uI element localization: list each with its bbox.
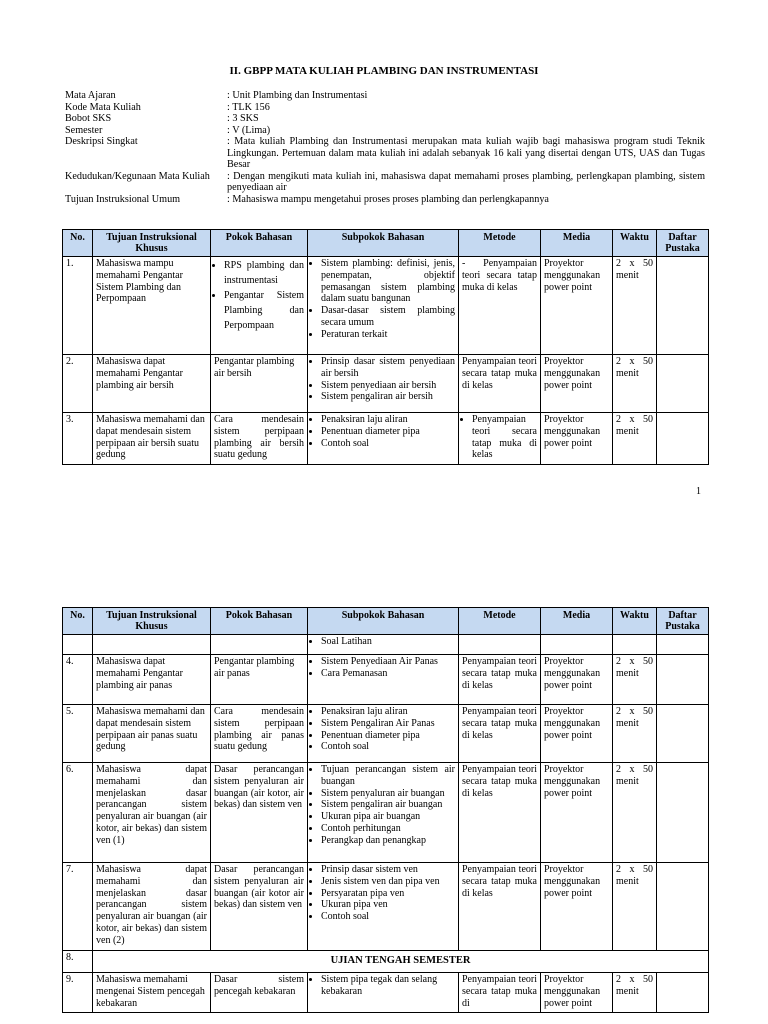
- cell-waktu: 2 x 50 menit: [613, 257, 657, 355]
- list-item: • Contoh soal: [321, 911, 455, 923]
- cell-subpokok: [308, 763, 459, 863]
- cell-tik: Mahasiswa memahami dan dapat mendesain sistem perpipaan air panas suatu gedung: [93, 705, 211, 763]
- header-metode: Metode: [459, 608, 541, 635]
- list-item: • Sistem pengaliran air buangan: [321, 799, 455, 811]
- meta-row: [65, 194, 705, 206]
- meta-value: : Mahasiswa mampu mengetahui proses proses plambing dan perlengkapannya: [227, 193, 549, 205]
- cell-metode: Penyampaian teori secara tatap muka di kelas: [459, 863, 541, 951]
- gbpp-table-page-2: [62, 607, 709, 1013]
- cell-metode: - Penyampaian teori secara tatap muka di kelas: [459, 257, 541, 355]
- document-title: II. GBPP MATA KULIAH PLAMBING DAN INSTRUMENTASI: [229, 65, 539, 77]
- list-item: • Prinsip dasar sistem penyediaan air bersih: [321, 356, 455, 380]
- cell-metode: [459, 635, 541, 655]
- cell-tik: Mahasiswa mampu memahami Pengantar Sistem Plambing dan Perpompaan: [93, 257, 211, 355]
- meta-key: Semester: [65, 124, 103, 136]
- cell-metode: Penyampaian teori secara tatap muka di kelas: [459, 763, 541, 863]
- cell-media: [541, 635, 613, 655]
- cell-waktu: [613, 635, 657, 655]
- list-item: • Sistem Penyediaan Air Panas: [321, 656, 455, 668]
- meta-value: : TLK 156: [227, 101, 270, 113]
- list-item: • Peraturan terkait: [321, 329, 455, 341]
- cell-metode: [459, 413, 541, 465]
- meta-row: [65, 136, 705, 171]
- header-tik: Tujuan Instruksional Khusus: [93, 230, 211, 257]
- meta-key: Kedudukan/Kegunaan Mata Kuliah: [65, 170, 210, 182]
- table-row: [63, 413, 709, 465]
- list-item: • Contoh soal: [321, 741, 455, 753]
- list-item: • Jenis sistem ven dan pipa ven: [321, 876, 455, 888]
- cell-waktu: 2 x 50 menit: [613, 763, 657, 863]
- meta-value: : V (Lima): [227, 124, 271, 136]
- cell-no: 6.: [63, 763, 93, 863]
- meta-value: : Mata kuliah Plambing dan Instrumentasi merupakan mata kuliah wajib bagi mahasiswa program studi Teknik Lingkungan. Pertemuan dalam mata kuliah ini adalah sebanyak 16 kali yang disertai dengan UTS, UAS dan Tugas Besar: [227, 136, 705, 170]
- meta-value: : Dengan mengikuti mata kuliah ini, mahasiswa dapat memahami proses plambing, perlengkapan plambing, sistem penyediaan air: [227, 170, 705, 193]
- cell-tik: [93, 635, 211, 655]
- meta-key: Tujuan Instruksional Umum: [65, 193, 181, 205]
- meta-key: Mata Ajaran: [65, 90, 116, 101]
- meta-key: Bobot SKS: [65, 113, 112, 124]
- course-info: [65, 90, 705, 205]
- cell-pokok: Dasar perancangan sistem penyaluran air buangan (air kotor, air bekas) dan sistem ven: [211, 763, 308, 863]
- page-gap: [0, 518, 768, 600]
- cell-media: Proyektor menggunakan power point: [541, 257, 613, 355]
- cell-subpokok: [308, 257, 459, 355]
- header-media: Media: [541, 608, 613, 635]
- table-row: [63, 655, 709, 705]
- cell-media: Proyektor menggunakan power point: [541, 763, 613, 863]
- cell-waktu: 2 x 50 menit: [613, 705, 657, 763]
- document-page-2: [0, 600, 768, 1024]
- list-item: • Contoh perhitungan: [321, 823, 455, 835]
- cell-pokok: [211, 257, 308, 355]
- table-row: [63, 355, 709, 413]
- cell-metode: Penyampaian teori secara tatap muka di kelas: [459, 355, 541, 413]
- cell-pokok: [211, 635, 308, 655]
- list-item: • Sistem pengaliran air bersih: [321, 391, 455, 403]
- list-item: • Dasar-dasar sistem plambing secara umum: [321, 305, 455, 329]
- cell-pustaka: [657, 973, 709, 1013]
- cell-pokok: Cara mendesain sistem perpipaan plambing air bersih suatu gedung: [211, 413, 308, 465]
- cell-media: Proyektor menggunakan power point: [541, 355, 613, 413]
- list-item: • Persyaratan pipa ven: [321, 888, 455, 900]
- cell-no: 4.: [63, 655, 93, 705]
- cell-media: Proyektor menggunakan power point: [541, 413, 613, 465]
- cell-pustaka: [657, 763, 709, 863]
- cell-subpokok: [308, 635, 459, 655]
- list-item: • Penyampaian teori secara tatap muka di kelas: [472, 414, 537, 461]
- list-item: • Ukuran pipa ven: [321, 899, 455, 911]
- header-pokok: Pokok Bahasan: [211, 230, 308, 257]
- list-item: • Penaksiran laju aliran: [321, 706, 455, 718]
- list-item: • Sistem Pengaliran Air Panas: [321, 718, 455, 730]
- cell-pustaka: [657, 635, 709, 655]
- list-item: • Penentuan diameter pipa: [321, 426, 455, 438]
- header-metode: Metode: [459, 230, 541, 257]
- exam-label: UJIAN TENGAH SEMESTER: [93, 951, 709, 973]
- meta-key: Kode Mata Kuliah: [65, 101, 141, 113]
- cell-pustaka: [657, 257, 709, 355]
- meta-row: [65, 113, 705, 125]
- cell-subpokok: [308, 355, 459, 413]
- list-item: • Sistem penyediaan air bersih: [321, 380, 455, 392]
- list-item: • Penaksiran laju aliran: [321, 414, 455, 426]
- meta-row: [65, 102, 705, 114]
- list-item: • Prinsip dasar sistem ven: [321, 864, 455, 876]
- cell-tik: Mahasiswa dapat memahami Pengantar plambing air bersih: [93, 355, 211, 413]
- table-row: [63, 257, 709, 355]
- table-row: [63, 763, 709, 863]
- table-header-row: [63, 608, 709, 635]
- cell-no: 1.: [63, 257, 93, 355]
- cell-media: Proyektor menggunakan power point: [541, 705, 613, 763]
- header-media: Media: [541, 230, 613, 257]
- list-item: • Tujuan perancangan sistem air buangan: [321, 764, 455, 788]
- list-item: • Soal Latihan: [321, 636, 455, 648]
- cell-pustaka: [657, 705, 709, 763]
- cell-subpokok: [308, 863, 459, 951]
- list-item: • Sistem pipa tegak dan selang kebakaran: [321, 974, 455, 998]
- header-subpokok: Subpokok Bahasan: [308, 230, 459, 257]
- meta-key: Deskripsi Singkat: [65, 136, 138, 147]
- list-item: • Penentuan diameter pipa: [321, 730, 455, 742]
- cell-tik: Mahasiswa memahami mengenai Sistem pencegah kebakaran: [93, 973, 211, 1013]
- cell-subpokok: [308, 705, 459, 763]
- cell-metode: Penyampaian teori secara tatap muka di kelas: [459, 705, 541, 763]
- header-pustaka: Daftar Pustaka: [657, 608, 709, 635]
- cell-no: 5.: [63, 705, 93, 763]
- list-item: • Sistem penyaluran air buangan: [321, 788, 455, 800]
- table-row: [63, 863, 709, 951]
- cell-no: 7.: [63, 863, 93, 951]
- cell-subpokok: [308, 973, 459, 1013]
- list-item: • RPS plambing dan instrumentasi: [224, 258, 304, 288]
- list-item: • Sistem plambing: definisi, jenis, penempatan, objektif pemasangan sistem plambing dalam suatu bangunan: [321, 258, 455, 305]
- cell-no: [63, 635, 93, 655]
- cell-no: 3.: [63, 413, 93, 465]
- cell-metode: Penyampaian teori secara tatap muka di: [459, 973, 541, 1013]
- cell-pokok: Dasar sistem pencegah kebakaran: [211, 973, 308, 1013]
- table-row: [63, 973, 709, 1013]
- page-number: 1: [696, 486, 701, 497]
- header-pustaka: Daftar Pustaka: [657, 230, 709, 257]
- cell-pustaka: [657, 863, 709, 951]
- list-item: • Pengantar Sistem Plambing dan Perpompaan: [224, 288, 304, 333]
- cell-tik: Mahasiswa dapat memahami dan menjelaskan dasar perancangan sistem penyaluran air buangan (air kotor, air bekas) dan sistem ven (2): [93, 863, 211, 951]
- meta-value: : Unit Plambing dan Instrumentasi: [227, 90, 368, 101]
- cell-subpokok: [308, 655, 459, 705]
- cell-tik: Mahasiswa dapat memahami dan menjelaskan dasar perancangan sistem penyaluran air buangan (air kotor, air bekas) dan sistem ven (1): [93, 763, 211, 863]
- header-subpokok: Subpokok Bahasan: [308, 608, 459, 635]
- table-row: [63, 705, 709, 763]
- cell-pustaka: [657, 355, 709, 413]
- cell-no: 9.: [63, 973, 93, 1013]
- cell-no: 2.: [63, 355, 93, 413]
- cell-pokok: Dasar perancangan sistem penyaluran air buangan (air kotor air bekas) dan sistem ven: [211, 863, 308, 951]
- cell-pokok: Cara mendesain sistem perpipaan plambing air panas suatu gedung: [211, 705, 308, 763]
- cell-media: Proyektor menggunakan power point: [541, 973, 613, 1013]
- cell-media: Proyektor menggunakan power point: [541, 863, 613, 951]
- header-tik: Tujuan Instruksional Khusus: [93, 608, 211, 635]
- list-item: • Contoh soal: [321, 438, 455, 450]
- header-waktu: Waktu: [613, 608, 657, 635]
- header-no: No.: [63, 608, 93, 635]
- gbpp-table-page-1: [62, 229, 709, 465]
- list-item: • Ukuran pipa air buangan: [321, 811, 455, 823]
- meta-value: : 3 SKS: [227, 113, 259, 124]
- table-row: [63, 635, 709, 655]
- cell-tik: Mahasiswa dapat memahami Pengantar plambing air panas: [93, 655, 211, 705]
- cell-pokok: Pengantar plambing air bersih: [211, 355, 308, 413]
- cell-pustaka: [657, 413, 709, 465]
- table-row-exam: [63, 951, 709, 973]
- cell-metode: Penyampaian teori secara tatap muka di kelas: [459, 655, 541, 705]
- cell-waktu: 2 x 50 menit: [613, 413, 657, 465]
- cell-waktu: 2 x 50 menit: [613, 863, 657, 951]
- meta-row: [65, 90, 705, 102]
- cell-pokok: Pengantar plambing air panas: [211, 655, 308, 705]
- cell-subpokok: [308, 413, 459, 465]
- list-item: • Perangkap dan penangkap: [321, 835, 455, 847]
- meta-row: [65, 171, 705, 194]
- header-pokok: Pokok Bahasan: [211, 608, 308, 635]
- meta-row: [65, 125, 705, 137]
- cell-tik: Mahasiswa memahami dan dapat mendesain sistem perpipaan air bersih suatu gedung: [93, 413, 211, 465]
- cell-waktu: 2 x 50 menit: [613, 655, 657, 705]
- header-no: No.: [63, 230, 93, 257]
- cell-no: 8.: [63, 951, 93, 973]
- header-waktu: Waktu: [613, 230, 657, 257]
- list-item: • Cara Pemanasan: [321, 668, 455, 680]
- cell-waktu: 2 x 50 menit: [613, 355, 657, 413]
- cell-pustaka: [657, 655, 709, 705]
- cell-waktu: 2 x 50 menit: [613, 973, 657, 1013]
- cell-media: Proyektor menggunakan power point: [541, 655, 613, 705]
- table-header-row: [63, 230, 709, 257]
